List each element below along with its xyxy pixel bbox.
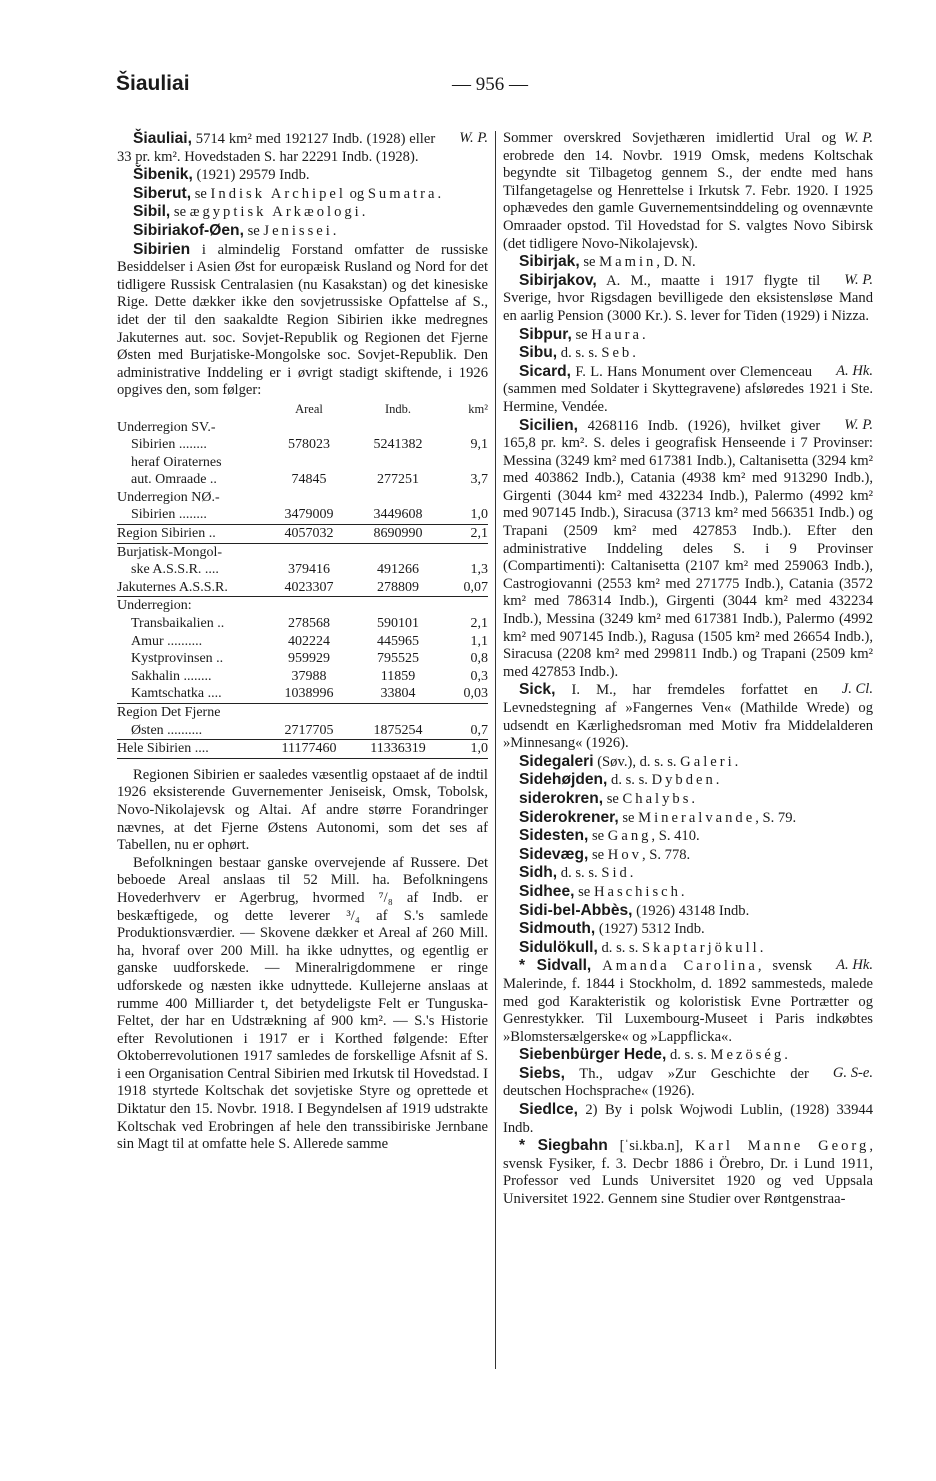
signature: J. Cl. (841, 681, 873, 698)
headword: Sidhee, (519, 882, 575, 900)
entry-text: . (680, 883, 685, 900)
entry (503, 809, 873, 828)
headword: Sicard, (519, 362, 572, 380)
table-cell-density (448, 597, 488, 615)
table-cell-label: Underregion SV.- (117, 419, 216, 435)
table-cell-pop: 491266 (377, 562, 419, 578)
entry-text: (1927) 5312 Indb. (595, 921, 705, 938)
entry (117, 203, 488, 222)
headword: Šiauliai, (133, 130, 192, 147)
table-cell-density (448, 543, 488, 561)
headword: Sidh, (519, 864, 558, 882)
entry (503, 864, 873, 883)
table-cell-area (270, 489, 348, 507)
headword: Siebs, (519, 1064, 565, 1082)
table-cell-density (448, 454, 488, 472)
cross-reference: ægyptisk Arkæologi (189, 204, 362, 221)
entry-text: . (759, 939, 764, 956)
entry-text: 5714 km² med 192127 Indb. (1928) eller 33 pr. km². Hovedstaden S. har 22291 Indb. (1928). (117, 131, 436, 165)
cross-reference: Jenissei (263, 222, 333, 239)
entry-text: d. s. s. (597, 939, 643, 956)
signature: W. P. (844, 416, 873, 433)
entry-text: d. s. s. (666, 1047, 711, 1064)
table-cell-density: 0,7 (448, 722, 488, 740)
entry-text: d. s. s. (557, 345, 602, 362)
entry (503, 363, 873, 417)
cross-reference: Gang (607, 828, 652, 845)
entry-text (591, 958, 602, 974)
table-row (117, 668, 488, 686)
cross-reference: Mineralvande (638, 809, 756, 826)
table-cell-pop (348, 543, 448, 561)
entry-text: , svensk Malerinde, f. 1844 i Stockholm, d. 1892 sammesteds, malede med god Karakteristik og koloristisk Evne Portrætter og Genrestykker. Til Luxembourg-Museet i Paris indkøbtes »Blomstersælgerske« og »Lappflicka«. (503, 958, 873, 1045)
entry-text: (1926) 43148 Indb. (632, 902, 750, 919)
headword: Sidi-bel-Abbès, (519, 901, 633, 919)
headword: Sibirjak, (519, 253, 580, 271)
table-cell-label: Sakhalin ........ (131, 668, 212, 684)
cross-reference: Galeri (680, 753, 735, 770)
table-cell-density: 1,0 (448, 506, 488, 524)
table-cell-label: aut. Omraade .. (131, 472, 217, 488)
entry-text: se (588, 828, 608, 845)
entry (503, 920, 873, 939)
cross-reference: Seb (601, 345, 633, 362)
entry (503, 344, 873, 363)
headword: * Siegbahn (519, 1137, 608, 1155)
entry-text: (Søv.), d. s. s. (593, 753, 681, 770)
entry-text: se (571, 326, 592, 343)
entry-text: . (734, 753, 739, 770)
signature: A. Hk. (836, 362, 873, 379)
table-cell-density: 0,03 (448, 685, 488, 703)
headword: siderokren, (519, 789, 604, 807)
entry (503, 902, 873, 921)
table-cell-pop (348, 704, 448, 722)
table-row (117, 633, 488, 651)
table-cell-label: Amur .......... (131, 633, 203, 649)
right-entries (503, 130, 873, 1209)
entry (503, 753, 873, 772)
table-cell-area (270, 543, 348, 561)
table-cell-label: Underregion NØ.- (117, 489, 220, 505)
entry-text: . (629, 865, 634, 882)
table-cell-area: 2717705 (270, 722, 348, 740)
entry (117, 222, 488, 241)
entry-text: se (588, 846, 608, 863)
entry-text: og (345, 185, 368, 202)
entry (503, 253, 873, 272)
cross-reference: Indisk Archipel (210, 185, 346, 202)
entry-text: . (784, 1047, 788, 1064)
table-row (117, 722, 488, 740)
table-cell-area: 37988 (291, 668, 327, 684)
table-cell-area: 402224 (288, 633, 330, 649)
entry-text: (1921) 29579 Indb. (192, 167, 310, 184)
table-cell-density: 1,0 (448, 740, 488, 759)
table-cell-density: 0,3 (470, 668, 488, 684)
table-cell-label: Sibirien ........ (131, 437, 207, 453)
table-cell-label: ske A.S.S.R. .... (131, 562, 219, 578)
entry (503, 846, 873, 865)
table-cell-label: Sibirien ........ (117, 506, 270, 524)
table-row (117, 436, 488, 454)
entry (503, 771, 873, 790)
table-cell-label: Østen .......... (117, 722, 270, 740)
table-header-pop: Indb. (384, 401, 412, 416)
table-cell-pop: 795525 (377, 651, 419, 667)
table-cell-density: 2,1 (448, 525, 488, 544)
headword: Sibil, (133, 203, 171, 221)
table-cell-area (270, 419, 348, 437)
entry (503, 883, 873, 902)
entry-text: . (641, 326, 646, 343)
entry (503, 417, 873, 682)
table-cell-label: heraf Oiraternes (131, 454, 222, 470)
table-cell-label: Region Det Fjerne (117, 705, 221, 720)
table-cell-label: Jakuternes A.S.S.R. (117, 579, 270, 597)
table-cell-area: 1038996 (270, 685, 348, 703)
table-cell-area (270, 704, 348, 722)
headword: Siderokrener, (519, 808, 619, 826)
table-row (117, 740, 488, 759)
cross-reference: Sumatra (367, 185, 438, 202)
table-row (117, 650, 488, 668)
table-header-density: km² (468, 401, 488, 416)
table-cell-density: 0,07 (448, 579, 488, 597)
table-cell-pop: 33804 (348, 685, 448, 703)
entry (503, 681, 873, 752)
paragraph: Regionen Sibirien er saaledes væsentlig opstaaet af de indtil 1926 eksisterende Guvernementer Jeniseisk, Omsk, Tobolsk, Novo-Nikolajevsk og Altai. Af andre større Forandringer nævnes, at det Fjerne Østens Autonomi, som det ses af Tabellen, nu er ophørt. (117, 766, 488, 854)
cross-reference: Amanda Carolina (602, 958, 758, 975)
entry-text: se (574, 883, 594, 900)
headword: Sidevæg, (519, 845, 589, 863)
headword: Sidmouth, (519, 920, 596, 938)
signature: G. S-e. (832, 1064, 873, 1081)
cross-reference: Chalybs (622, 790, 692, 807)
entry (503, 130, 873, 253)
table-cell-label: Underregion: (117, 598, 192, 614)
table-cell-pop: 445965 (377, 633, 419, 649)
entry-text: Sommer overskred Sovjethæren imidlertid Ural og erobrede den 14. Novbr. 1919 Omsk, medens Koltschak begyndte sit Tilbagetog gennem S., der endte med hans Tilfangetagelse og Henrettelse i Irkutsk 7. Febr. 1920. I 1925 ophævedes den gamle Guvernementsinddeling og ovennævnte Omraader opstod. Til Hovedstad for S. valgtes Novo Sibirsk (det tidligere Novo-Nikolajevsk). (503, 130, 873, 252)
table-cell-area: 578023 (288, 437, 330, 453)
entry (503, 1065, 873, 1101)
table-row (117, 525, 488, 544)
table-cell-pop: 8690990 (348, 525, 448, 544)
table-cell-pop: 590101 (377, 616, 419, 632)
entry-text: [ˈsi.kba.n], (607, 1138, 696, 1155)
entry-text: F. L. Hans Monument over Clemenceau (sammen med Soldater i Skyttegravene) afsløredes 1921 i Ste. Hermine, Vendée. (503, 363, 873, 415)
table-cell-density: 9,1 (470, 437, 488, 453)
table-cell-area: 4023307 (270, 579, 348, 597)
right-column (503, 130, 873, 1209)
entry (117, 130, 488, 166)
table-cell-density: 1,1 (470, 633, 488, 649)
entry (117, 166, 488, 185)
signature: W. P. (459, 130, 488, 146)
table-row (117, 685, 488, 703)
entry-text: d. s. s. (607, 772, 652, 789)
cross-reference: Hov (607, 846, 642, 863)
cross-reference: Haura (591, 326, 642, 343)
entry-text: , S. 778. (641, 846, 691, 863)
headword: Sick, (519, 681, 556, 699)
headword: Sibpur, (519, 325, 572, 343)
entry (503, 827, 873, 846)
table-cell-pop (348, 489, 448, 507)
table-row (117, 597, 488, 615)
entry-text: , svensk Fysiker, f. 3. Decbr 1886 i Örebro, Dr. i Lund 1911, Professor ved Lunds Universitet 1920 og ved Uppsala Universitet 1922. Gennem sine Studier over Røntgenstraa- (503, 1138, 873, 1208)
page-number: — 956 — (452, 74, 528, 95)
entry (503, 326, 873, 345)
table-cell-pop (348, 454, 448, 472)
headword: Šibenik, (133, 166, 193, 184)
table-row (117, 454, 488, 472)
paragraph: Befolkningen bestaar ganske overvejende af Russere. Det beboede Areal anslaas til 52 Mill. ha. Befolkningens Hovederhverv er Agerbrug, hvormed ⁷/₈ af Indb. er beskæftigede, og dette leverer ³/₄ af S.'s samlede Produktionsværdier. — Skovene dækker et Areal af 260 Mill. ha, hvoraf over 200 Mill. ha ikke udnyttes, og egentlig er ganske uudforskede. — Mineralrigdommene er ringe udforskede og næsten ikke udnyttede. Kullejerne anslaas at rumme 400 Milliarder t, det betydeligste Felt er Tunguska-Feltet, der har en Udstrækning af 900 km². — S.'s Historie efter Revolutionen i 1917 er i Korthed følgende: Efter Oktoberrevolutionen 1917 samledes de forskellige Afsnit af S. i een Organisation Central Sibirien med Irkutsk til Hovedstad. I 1918 styrtede Koltschak det sovjetiske Styre og oprettede et Diktatur den 15. Novbr. 1918. I Begyndelsen af 1919 udstrakte Koltschak ved Erobringen af hele den transsibiriske Jernbane sin Magt til at omfatte hele S. Allerede samme (117, 854, 488, 1153)
entry-text: se (603, 790, 623, 807)
entry-text: se (191, 185, 211, 202)
headword: Siebenbürger Hede, (519, 1046, 667, 1064)
entry-text: . (691, 790, 696, 807)
headword: Sibu, (519, 344, 558, 362)
table-row (117, 489, 488, 507)
table-row (117, 506, 488, 524)
table-cell-area: 379416 (288, 562, 330, 578)
entry-text: , D. N. (656, 254, 696, 271)
entry (503, 272, 873, 326)
table-cell-label: Region Sibirien .. (117, 525, 270, 544)
table-cell-area (270, 454, 348, 472)
table-cell-label: Hele Sibirien .... (117, 740, 270, 759)
entry-text: 4268116 Indb. (1926), hvilket giver 165,8 pr. km². S. deles i geografisk Henseende i 7 Provinser: Messina (3249 km² med 617381 Indb.), Caltanisetta (3294 km² med 403862 Indb.), Catania (4938 km² med 913290 Indb.), Girgenti (3044 km² med 432234 Indb.), Palermo (4992 km² med 907145 Indb.), Siracusa (3713 km² med 566351 Indb.) og Trapani (2509 km² med 427853 Indb.). Efter den administrative Inddeling deles S. i 9 Provinser (Compartimenti): Caltanisetta (2107 km² med 259063 Indb.), Castrogiovanni (2553 km² med 271775 Indb.), Catania (3572 km² med 786314 Indb.), Girgenti (3044 km² med 432234 Indb.), Messina (3249 km² med 617381 Indb.), Palermo (4992 km² med 907145 Indb.), Ragusa (1505 km² med 26654 Indb.), Siracusa (2208 km² med 299811 Indb.) og Trapani (2509 km² med 427853 Indb.). (503, 417, 873, 680)
sibirien-table (117, 401, 488, 759)
entry-text: i almindelig Forstand omfatter de russiske Besiddelser i Asien Øst for europæisk Rusland og Nord for det tidligere Russisk Centralasien (nu Kasakstan) og det kinesiske Rige. Dette dækker ikke den sovjetrussiske Opfattelse af S., idet der til den saakaldte Region Sibirien ikke medregnes Jakuternes aut. soc. Sovjet-Republik og Regionen det Fjerne Østen med Burjatiske-Mongolske soc. Sovjet-Republik. Den administrative Inddeling er i øvrigt stadigt skiftende, i 1926 opgives den, som følger: (117, 241, 488, 399)
table-cell-pop: 11859 (380, 668, 416, 684)
table-cell-pop: 278809 (348, 579, 448, 597)
entry-text: I. M., har fremdeles forfattet en Levnedstegning af »Fangernes Ven« (Mathilde Wrede) og udsendt en Kærlighedsroman med Motiv fra Middelalderen »Minnesang« (1926). (503, 682, 873, 752)
table-row (117, 543, 488, 561)
entry-text: . (332, 222, 337, 239)
headword: Siedlce, (519, 1101, 578, 1119)
table-cell-density (448, 489, 488, 507)
headword: Sicilien, (519, 416, 578, 434)
left-column (117, 130, 488, 1154)
table-cell-pop: 5241382 (373, 437, 423, 453)
cross-reference: Skaptarjökull (642, 939, 760, 956)
entry-text: , S. 410. (651, 828, 700, 845)
entry-sibirien (117, 241, 488, 400)
entry-text: se (579, 254, 600, 271)
headword: Sibirjakov, (519, 271, 597, 289)
column-divider (495, 131, 496, 1369)
table-cell-area (270, 597, 348, 615)
signature: W. P. (844, 130, 873, 146)
table-cell-label: Kamtschatka .... (117, 685, 270, 703)
table-row (117, 561, 488, 579)
table-cell-density: 3,7 (470, 472, 488, 488)
table-cell-density: 2,1 (470, 616, 488, 632)
headword: * Sidvall, (519, 957, 592, 975)
entry (503, 1137, 873, 1208)
entry-text: . (437, 185, 442, 202)
table-row (117, 579, 488, 597)
table-header-label (117, 401, 270, 419)
table-cell-density (448, 419, 488, 437)
cross-reference: Haschisch (593, 883, 681, 900)
table-cell-area: 3479009 (270, 506, 348, 524)
table-cell-label: Kystprovinsen .. (131, 651, 224, 667)
entry-text: se (170, 204, 190, 221)
table-header-row (117, 401, 488, 419)
cross-reference: Sid (601, 865, 630, 882)
table-cell-pop: 11336319 (348, 740, 448, 759)
table-cell-area: 74845 (291, 472, 327, 488)
table-header-area: Areal (295, 401, 323, 416)
table-row (117, 615, 488, 633)
table-cell-area: 4057032 (270, 525, 348, 544)
entry (503, 1101, 873, 1137)
entry (503, 790, 873, 809)
running-head: Šiauliai (116, 72, 190, 95)
table-cell-density (448, 704, 488, 722)
entry-text: d. s. s. (557, 865, 602, 882)
table-body (117, 419, 488, 759)
left-entries (117, 130, 488, 241)
table-row (117, 419, 488, 437)
table-row (117, 471, 488, 489)
headword: Sibirien (133, 240, 191, 258)
headword: Sidulökull, (519, 938, 598, 956)
table-cell-label: Transbaikalien .. (131, 616, 225, 632)
table-row (117, 704, 488, 722)
signature: W. P. (844, 271, 873, 288)
entry-text: Th., udgav »Zur Geschichte der deutschen Hochsprache« (1926). (503, 1065, 809, 1100)
headword: Sidegaleri (519, 752, 594, 770)
table-cell-pop: 1875254 (348, 722, 448, 740)
entry-text: se (243, 222, 264, 239)
entry-text: . (715, 772, 720, 789)
entry-text: 2) By i polsk Wojwodi Lublin, (1928) 33944 Indb. (503, 1102, 873, 1136)
headword: Sidehøjden, (519, 771, 608, 789)
entry-text: . (361, 204, 366, 221)
left-paragraphs (117, 767, 488, 1154)
entry-text: . (632, 345, 636, 362)
cross-reference: Karl Manne Georg (695, 1138, 870, 1155)
entry-text: se (618, 809, 639, 826)
entry (503, 1046, 873, 1065)
table-cell-pop: 277251 (377, 472, 419, 488)
signature: A. Hk. (836, 957, 873, 974)
headword: Sibiriakof-Øen, (133, 221, 244, 239)
headword: Sidesten, (519, 827, 589, 845)
table-cell-pop (348, 419, 448, 437)
cross-reference: Mamin (599, 254, 657, 271)
entry (503, 957, 873, 1046)
table-cell-area: 959929 (288, 651, 330, 667)
table-cell-pop (348, 597, 448, 615)
cross-reference: Dybden (651, 772, 716, 789)
table-cell-area: 278568 (288, 616, 330, 632)
headword: Siberut, (133, 184, 192, 202)
entry (117, 185, 488, 204)
table-cell-density: 0,8 (470, 651, 488, 667)
table-cell-label: Burjatisk-Mongol- (117, 544, 222, 560)
table-cell-pop: 3449608 (348, 506, 448, 524)
cross-reference: Mezöség (710, 1047, 785, 1064)
entry-text: , S. 79. (755, 809, 797, 826)
entry (503, 939, 873, 958)
entry-text: A. M., maatte i 1917 flygte til Sverige, hvor Rigsdagen bevilligede den eksistensløse Mand en aarlig Pension (3000 Kr.). S. lever for Tiden (1929) i Nizza. (503, 272, 873, 324)
table-cell-density: 1,3 (470, 562, 488, 578)
table-cell-area: 11177460 (270, 740, 348, 759)
